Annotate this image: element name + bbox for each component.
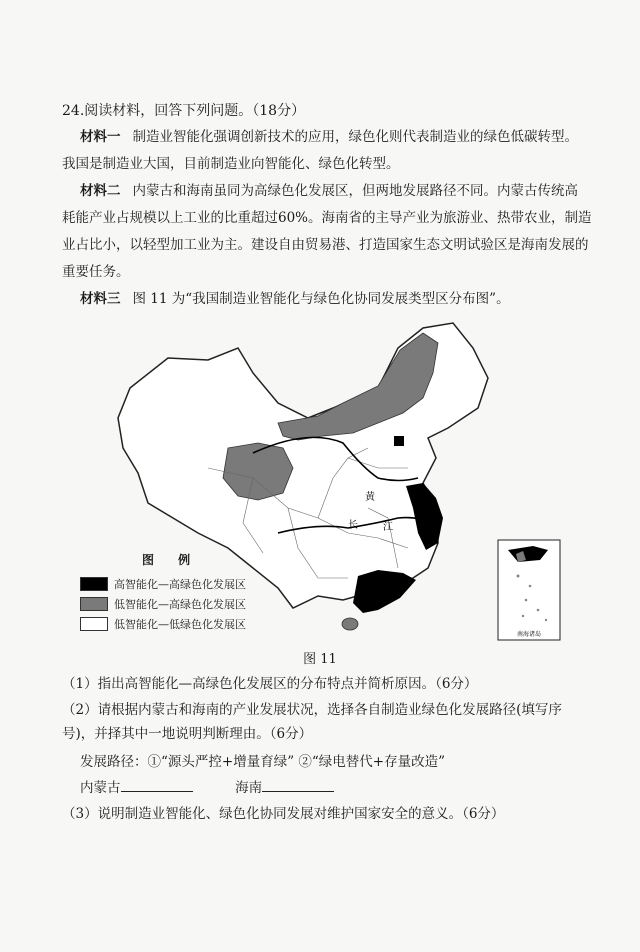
material-1 (62, 124, 614, 178)
material-2-label: 材料二 (80, 183, 121, 199)
hainan-blank[interactable] (262, 777, 334, 792)
question-title: 24.阅读材料，回答下列问题。（18分） (62, 103, 306, 119)
material-3-label: 材料三 (80, 291, 121, 307)
question-3: （3）说明制造业智能化、绿色化协同发展对维护国家安全的意义。（6分） (62, 806, 505, 822)
material-1-line-2: 我国是制造业大国，目前制造业向智能化、绿色化转型。 (62, 156, 400, 172)
legend-swatch-white (80, 617, 108, 631)
region-hainan (342, 618, 358, 630)
legend-label-low-high: 低智能化—高绿色化发展区 (114, 598, 246, 611)
question-2-line-2: 号)，并择其中一地说明判断理由。（6分） (62, 726, 313, 742)
material-2 (62, 178, 614, 286)
legend-title: 图 例 (142, 553, 201, 567)
inner-mongolia-blank[interactable] (121, 777, 193, 792)
figure-caption: 图 11 (303, 652, 337, 667)
material-1-label: 材料一 (80, 129, 121, 145)
material-2-line-3: 业占比小，以轻型加工业为主。建设自由贸易港、打造国家生态文明试验区是海南发展的 (62, 237, 589, 253)
legend-swatch-black (80, 577, 108, 591)
river-label-yellow: 黄 (365, 492, 375, 503)
answer-blanks (80, 776, 636, 800)
material-3-line-1: 图 11 为“我国制造业智能化与绿色化协同发展类型区分布图”。 (132, 291, 510, 307)
material-2-line-4: 重要任务。 (62, 264, 130, 280)
legend-item-high-high (80, 574, 270, 594)
legend-item-low-low (80, 614, 270, 634)
legend-label-low-low: 低智能化—低绿色化发展区 (114, 618, 246, 631)
region-black-guangdong (353, 570, 416, 613)
material-3 (62, 286, 614, 313)
map-legend (80, 551, 270, 634)
inset-label: 南海诸岛 (516, 631, 542, 638)
hainan-label: 海南 (235, 780, 263, 796)
question-1: （1）指出高智能化—高绿色化发展区的分布特点并简析原因。（6分） (62, 676, 478, 692)
river-label-jiang: 江 (383, 522, 393, 533)
question-2-line-1: （2）请根据内蒙古和海南的产业发展状况，选择各自制造业绿色化发展路径(填写序 (62, 702, 562, 718)
region-black-beijing (394, 436, 404, 446)
material-2-line-1: 内蒙古和海南虽同为高绿色化发展区，但两地发展路径不同。内蒙古传统高 (132, 183, 578, 199)
legend-label-high-high: 高智能化—高绿色化发展区 (114, 578, 246, 591)
inner-mongolia-label: 内蒙古 (80, 780, 121, 796)
material-1-line-1: 制造业智能化强调创新技术的应用，绿色化则代表制造业的绿色低碳转型。 (132, 129, 578, 145)
south-china-sea-inset (498, 540, 560, 640)
legend-swatch-gray (80, 597, 108, 611)
legend-item-low-high (80, 594, 270, 614)
river-label-chang: 长 (348, 520, 358, 531)
development-paths: 发展路径：①“源头严控+增量育绿” ②“绿电替代+存量改造” (80, 754, 446, 770)
material-2-line-2: 耗能产业占规模以上工业的比重超过60%。海南省的主导产业为旅游业、热带农业，制造 (62, 210, 592, 226)
